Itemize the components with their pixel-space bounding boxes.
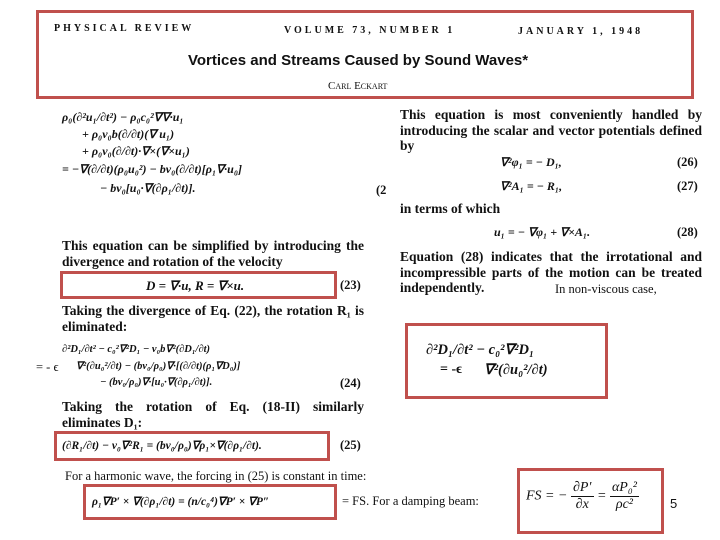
inviscid-eq-line-2: ∇²(∂u₀²/∂t) [484, 362, 548, 378]
fs-text: = FS. For a damping beam: [342, 494, 479, 508]
eq22-line-4: = −∇(∂/∂t)(ρ₀u₀²) − bν₀(∂/∂t)[ρ₁∇·u₀] [62, 162, 243, 176]
eq23-number: (23) [340, 278, 361, 292]
eq22-line-2: + ρ₀ν₀b(∂/∂t)(∇ u₁) [82, 127, 175, 141]
fs-fraction-2 [610, 480, 639, 513]
fs-lhs: FS = − [526, 488, 568, 504]
inviscid-eq-prefix: = -ϵ [440, 362, 463, 377]
eq28-number: (28) [677, 225, 698, 239]
eq22-number: (2 [376, 183, 387, 197]
fs-num-1: ∂P′ [572, 480, 592, 495]
fs-den-2: ρc² [615, 497, 633, 512]
eq22-line-3: + ρ₀ν₀(∂/∂t)·∇×(∇×u₁) [82, 144, 190, 158]
eq22-line-1: ρ₀(∂²u₁/∂t²) − ρ₀c₀²∇∇·u₁ [62, 110, 184, 124]
volume-label: VOLUME 73, NUMBER 1 [284, 25, 456, 36]
eq24-line-3: − (bν₀/ρ₀)∇·[u₀·∇(∂ρ₁/∂t)]. [100, 377, 213, 388]
forcing-eq: ρ₁∇P′ × ∇(∂ρ₁/∂t) = (n/c₀⁴)∇P′ × ∇P″ [92, 496, 270, 508]
eq24-line-1: ∂²D₁/∂t² − c₀²∇²D₁ − ν₀b∇²(∂D₁/∂t) [62, 344, 211, 355]
eq23: D = ∇·u, R = ∇×u. [146, 278, 245, 293]
fs-formula [526, 480, 639, 513]
eq26-number: (26) [677, 155, 698, 169]
inviscid-label: In non-viscous case, [555, 282, 657, 296]
eq27: ∇²A₁ = − R₁, [500, 179, 563, 193]
eq27-number: (27) [677, 179, 698, 193]
divergence-paragraph: Taking the divergence of Eq. (22), the rotation R₁ is eliminated: [62, 303, 364, 334]
eq25: (∂R₁/∂t) − ν₀∇²R₁ = (bν₀/ρ₀)∇ρ₁×∇(∂ρ₁/∂t). [62, 440, 262, 452]
issue-date: JANUARY 1, 1948 [518, 26, 644, 37]
eq28: u₁ = − ∇φ₁ + ∇×A₁. [494, 225, 591, 239]
journal-name: PHYSICAL REVIEW [54, 23, 195, 34]
intro-paragraph: This equation can be simplified by introducing the divergence and rotation of the velocity [62, 238, 364, 269]
eq22-line-5: − bν₀[u₀·∇(∂ρ₁/∂t)]. [100, 181, 196, 195]
page-number: 5 [670, 496, 678, 511]
fs-num-2: αP₀² [611, 480, 637, 495]
rotation-paragraph: Taking the rotation of Eq. (18-II) similarly eliminates D₁: [62, 399, 364, 430]
eq24-number: (24) [340, 376, 361, 390]
eq25-number: (25) [340, 438, 361, 452]
paper-author: Carl Eckart [328, 80, 388, 92]
fs-equals: = [597, 488, 607, 504]
paper-title: Vortices and Streams Caused by Sound Waves* [188, 52, 529, 69]
conclusion-paragraph: Equation (28) indicates that the irrotational and incompressible parts of the motion can be treated independently. [400, 249, 702, 295]
inviscid-eq-line-1: ∂²D₁/∂t² − c₀²∇²D₁ [426, 342, 535, 358]
eq24-prefix: = - ϵ [36, 360, 59, 374]
fs-den-1: ∂x [575, 497, 589, 512]
fs-fraction-1 [571, 480, 594, 513]
terms-text: in terms of which [400, 201, 501, 216]
potentials-paragraph: This equation is most conveniently handled by introducing the scalar and vector potentials defined by [400, 107, 702, 153]
eq26: ∇²φ₁ = − D₁, [500, 155, 562, 169]
harmonic-text: For a harmonic wave, the forcing in (25) is constant in time: [65, 469, 367, 483]
inviscid-eq-box [405, 323, 608, 399]
eq24-line-2: ∇²(∂u₀²/∂t) − (bν₀/ρ₀)∇·[(∂/∂t)(ρ₁∇D₀)] [76, 361, 241, 372]
